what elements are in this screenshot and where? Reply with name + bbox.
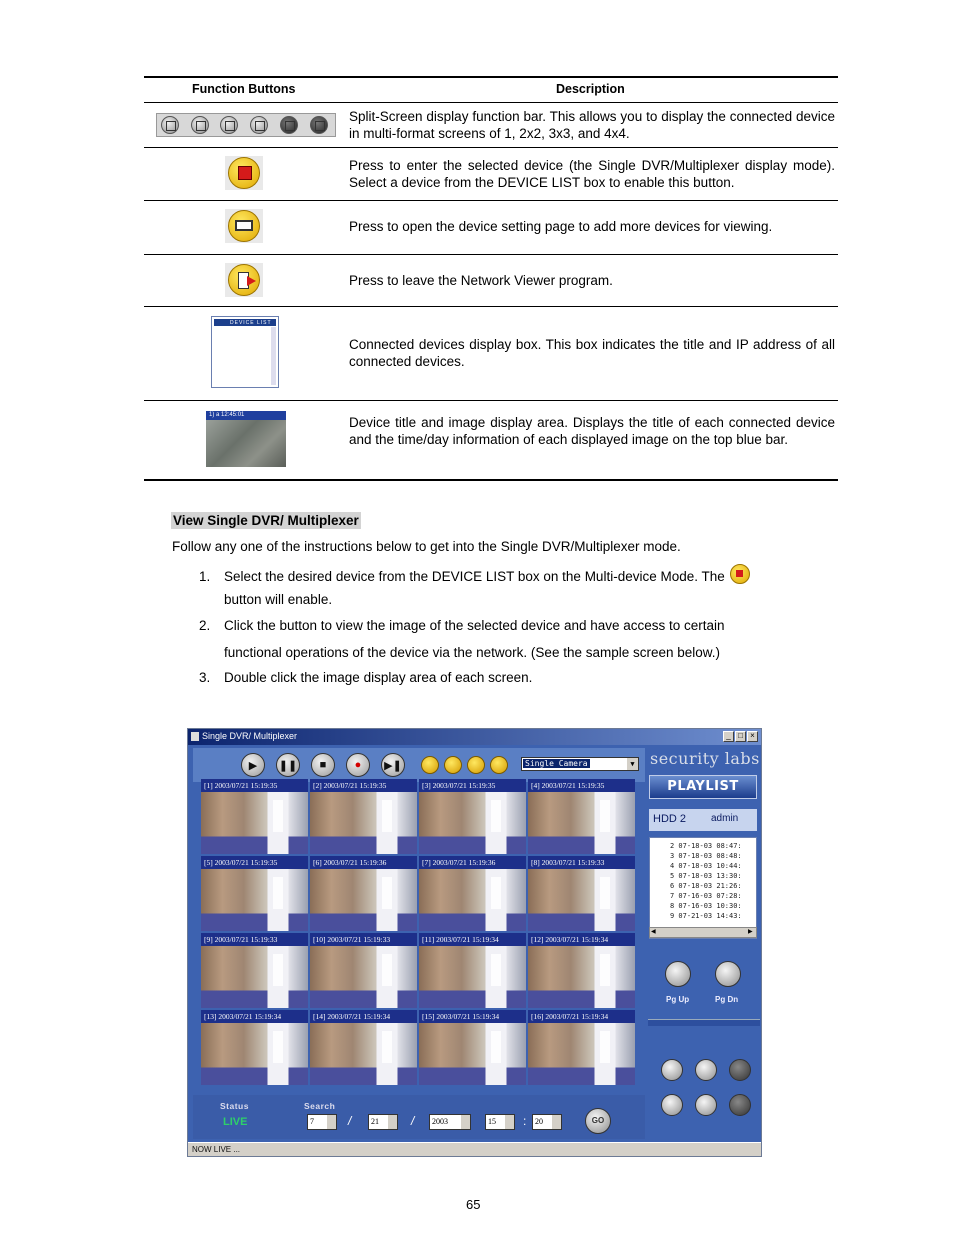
single-device-icon <box>225 156 263 190</box>
playlist-row[interactable]: 7 07-16-03 07:28: <box>670 892 742 900</box>
play-icon: ▶ <box>248 759 258 772</box>
pause-button[interactable] <box>276 753 300 777</box>
hdd-bar <box>649 809 757 831</box>
page-up-label: Pg Up <box>666 995 690 1004</box>
camera-caption: [1] 2003/07/21 15:19:35 <box>201 779 308 792</box>
record-icon: ● <box>354 759 362 771</box>
fast-forward-icon: ▶❚ <box>384 759 402 772</box>
bottom-panel: Status LIVE Search 7 / 21 / 2003 15 : 20 GO <box>193 1095 645 1139</box>
row-4-description: Press to leave the Network Viewer program. <box>349 273 613 288</box>
device-list-icon <box>211 316 279 388</box>
camera-tile[interactable] <box>528 779 635 854</box>
section-title: View Single DVR/ Multiplexer <box>173 513 359 528</box>
camera-tile[interactable] <box>528 1010 635 1085</box>
single-dvr-window <box>187 728 762 1157</box>
camera-caption: [10] 2003/07/21 15:19:33 <box>310 933 417 946</box>
camera-tile[interactable] <box>310 1010 417 1085</box>
sidebar-divider <box>648 1019 760 1026</box>
camera-caption: [8] 2003/07/21 15:19:33 <box>528 856 635 869</box>
camera-tile[interactable] <box>419 933 526 1008</box>
camera-image <box>528 946 635 1008</box>
row-rule <box>144 200 838 201</box>
thumb-caption: 1) a 12:45:01 <box>206 411 286 420</box>
minimize-icon[interactable]: _ <box>723 731 734 742</box>
record-setting-button[interactable] <box>444 756 462 774</box>
camera-grid <box>201 779 637 1085</box>
playlist-row[interactable]: 3 07-18-03 08:48: <box>670 852 742 860</box>
status-bar: NOW LIVE ... <box>188 1142 761 1156</box>
devlist-title: DEVICE LIST <box>230 320 272 326</box>
list-item-text: Click the button to view the image of the selected device and have access to certain <box>224 618 725 633</box>
playlist-row[interactable]: 9 07-21-03 14:43: <box>670 912 742 920</box>
camera-image <box>419 869 526 931</box>
camera-caption: [5] 2003/07/21 15:19:35 <box>201 856 308 869</box>
playlist-header: PLAYLIST <box>649 775 757 799</box>
split-dark-button[interactable] <box>729 1094 751 1116</box>
single-device-button[interactable] <box>421 756 439 774</box>
camera-select-value: Single Camera <box>525 759 588 768</box>
window-title: Single DVR/ Multiplexer <box>202 731 298 741</box>
playlist-row[interactable]: 6 07-18-03 21:26: <box>670 882 742 890</box>
split-16-button[interactable] <box>695 1094 717 1116</box>
header-description: Description <box>556 82 625 96</box>
device-setting-button[interactable] <box>467 756 485 774</box>
camera-caption: [2] 2003/07/21 15:19:35 <box>310 779 417 792</box>
go-button[interactable]: GO <box>585 1108 611 1134</box>
brand-logo: security labs <box>650 749 760 768</box>
close-icon[interactable]: × <box>747 731 758 742</box>
row-2-description: Press to enter the selected device (the Single DVR/Multiplexer display mode). Select a device from the DEVICE LIST box to enable this button. <box>349 158 835 190</box>
hdd-label: HDD 2 <box>653 813 687 825</box>
search-hour-field[interactable]: 15 <box>485 1114 515 1130</box>
camera-tile[interactable] <box>201 779 308 854</box>
camera-caption: [13] 2003/07/21 15:19:34 <box>201 1010 308 1023</box>
playlist-scrollbar[interactable] <box>649 927 757 938</box>
status-label: Status <box>220 1101 249 1111</box>
playlist-box[interactable] <box>649 837 757 939</box>
camera-tile[interactable] <box>310 779 417 854</box>
app-icon <box>191 732 199 741</box>
user-label: admin <box>711 813 739 824</box>
row-rule <box>144 306 838 307</box>
playlist-row[interactable]: 4 07-18-03 10:44: <box>670 862 742 870</box>
header-function-buttons: Function Buttons <box>192 82 296 96</box>
device-setting-icon <box>225 209 263 243</box>
row-6-description: Device title and image display area. Displays the title of each connected device and the time/day information of each displayed image on the top blue bar. <box>349 415 835 447</box>
search-year-field[interactable]: 2003 <box>429 1114 471 1130</box>
camera-image <box>528 869 635 931</box>
camera-image <box>201 1023 308 1085</box>
camera-image <box>310 869 417 931</box>
camera-caption: [4] 2003/07/21 15:19:35 <box>528 779 635 792</box>
stop-icon: ■ <box>319 759 327 771</box>
list-item-text: Select the desired device from the DEVICE LIST box on the Multi-device Mode. The <box>224 569 725 584</box>
camera-image <box>528 792 635 854</box>
row-5-description: Connected devices display box. This box indicates the title and IP address of all connected devices. <box>349 337 835 369</box>
exit-door-icon <box>225 263 263 297</box>
row-rule <box>144 147 838 148</box>
camera-image <box>419 792 526 854</box>
table-top-rule <box>144 76 838 78</box>
list-item-number: 2. <box>199 618 211 633</box>
page-up-button[interactable] <box>665 961 691 987</box>
scroll-left-icon[interactable]: ◀ <box>651 929 656 935</box>
playlist-row[interactable]: 5 07-18-03 13:30: <box>670 872 742 880</box>
list-item-text-cont: functional operations of the device via the network. (See the sample screen below.) <box>224 645 721 660</box>
pause-icon: ❚❚ <box>278 759 298 772</box>
split-dark-1-icon <box>280 116 298 134</box>
row-rule <box>144 400 838 401</box>
split-4-button[interactable] <box>661 1094 683 1116</box>
camera-tile[interactable] <box>528 856 635 931</box>
maximize-icon[interactable]: □ <box>735 731 746 742</box>
camera-image <box>528 1023 635 1085</box>
list-item-number: 1. <box>199 569 211 584</box>
camera-caption: [6] 2003/07/21 15:19:36 <box>310 856 417 869</box>
table-bottom-rule <box>144 479 838 481</box>
search-month-field[interactable]: 7 <box>307 1114 337 1130</box>
playlist-row[interactable]: 2 07-18-03 08:47: <box>670 842 742 850</box>
camera-tile[interactable] <box>201 933 308 1008</box>
camera-image <box>310 946 417 1008</box>
split-4-icon <box>191 116 209 134</box>
camera-caption: [11] 2003/07/21 15:19:34 <box>419 933 526 946</box>
playlist-row[interactable]: 8 07-16-03 10:30: <box>670 902 742 910</box>
split-1-button[interactable] <box>661 1059 683 1081</box>
play-button[interactable] <box>241 753 265 777</box>
camera-image <box>419 1023 526 1085</box>
window-titlebar <box>188 729 761 745</box>
search-label: Search <box>304 1101 336 1111</box>
chevron-down-icon[interactable]: ▼ <box>627 758 638 770</box>
camera-select[interactable] <box>521 757 639 771</box>
camera-caption: [12] 2003/07/21 15:19:34 <box>528 933 635 946</box>
stop-button[interactable] <box>311 753 335 777</box>
split-1-icon <box>161 116 179 134</box>
camera-image <box>310 1023 417 1085</box>
camera-image <box>201 869 308 931</box>
split-9-icon <box>220 116 238 134</box>
single-device-inline-icon <box>728 563 752 585</box>
camera-image <box>310 792 417 854</box>
next-button[interactable] <box>381 753 405 777</box>
page-down-label: Pg Dn <box>715 995 739 1004</box>
row-rule <box>144 254 838 255</box>
status-value: LIVE <box>223 1116 248 1128</box>
search-day-field[interactable]: 21 <box>368 1114 398 1130</box>
camera-image <box>201 946 308 1008</box>
split-16-icon <box>250 116 268 134</box>
camera-image <box>419 946 526 1008</box>
camera-caption: [16] 2003/07/21 15:19:34 <box>528 1010 635 1023</box>
page-down-button[interactable] <box>715 961 741 987</box>
camera-tile[interactable] <box>310 933 417 1008</box>
camera-tile[interactable] <box>201 1010 308 1085</box>
camera-thumbnail-icon <box>206 411 286 467</box>
table-header-rule <box>144 102 838 103</box>
row-3-description: Press to open the device setting page to add more devices for viewing. <box>349 219 773 234</box>
list-item-number: 3. <box>199 670 211 685</box>
split-screen-bar-icon <box>156 113 336 137</box>
camera-tile[interactable] <box>528 933 635 1008</box>
camera-tile[interactable] <box>201 856 308 931</box>
section-intro: Follow any one of the instructions below to get into the Single DVR/Multiplexer mode. <box>172 539 681 554</box>
list-item-text-cont: button will enable. <box>224 592 333 607</box>
scroll-right-icon[interactable]: ▶ <box>748 929 753 935</box>
camera-caption: [9] 2003/07/21 15:19:33 <box>201 933 308 946</box>
row-1-description: Split-Screen display function bar. This allows you to display the connected device in multi-format screens of 1, 2x2, 3x3, and 4x4. <box>349 109 835 141</box>
record-button[interactable] <box>346 753 370 777</box>
page-number: 65 <box>466 1197 481 1212</box>
camera-tile[interactable] <box>419 779 526 854</box>
camera-tile[interactable] <box>419 856 526 931</box>
camera-caption: [15] 2003/07/21 15:19:34 <box>419 1010 526 1023</box>
camera-caption: [7] 2003/07/21 15:19:36 <box>419 856 526 869</box>
search-minute-field[interactable]: 20 <box>532 1114 562 1130</box>
camera-caption: [3] 2003/07/21 15:19:35 <box>419 779 526 792</box>
camera-tile[interactable] <box>310 856 417 931</box>
split-dark-button[interactable] <box>729 1059 751 1081</box>
camera-image <box>201 792 308 854</box>
split-9-button[interactable] <box>695 1059 717 1081</box>
list-item-text: Double click the image display area of each screen. <box>224 670 533 685</box>
exit-button[interactable] <box>490 756 508 774</box>
camera-tile[interactable] <box>419 1010 526 1085</box>
split-dark-2-icon <box>310 116 328 134</box>
camera-caption: [14] 2003/07/21 15:19:34 <box>310 1010 417 1023</box>
